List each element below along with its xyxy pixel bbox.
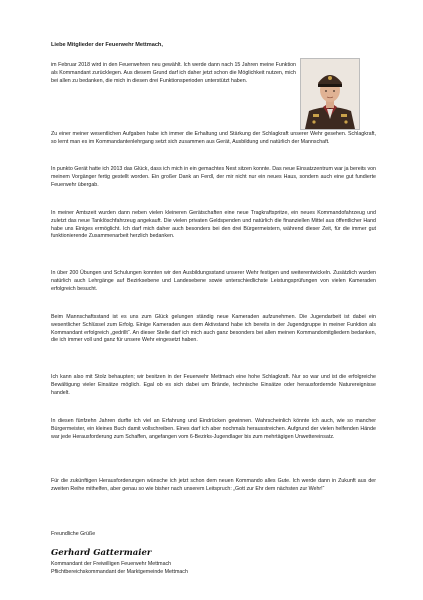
paragraph-zukunft: Für die zukünftigen Herausforderungen wünsche ich jetzt schon dem neuen Kommando alles Gute. Ich werde dann in Zukunft aus der zweiten Reihe mithelfen, aber genau so wie bisher nach unserem Leitspruch: „Gott zur Ehr dem nächsten zur Wehr!“ xyxy=(51,478,376,492)
paragraph-ausbildung: In über 200 Übungen und Schulungen konnten wir den Ausbildungsstand unserer Wehr festigen und weiterentwickeln. Zusätzlich wurden natürlich auch Lehrgänge auf Bezirksebene und Landesebene sowie unterschiedlichste Leistungsprüfungen von vielen Kameraden erfolgreich besucht. xyxy=(51,270,376,292)
paragraph-schlagkraft: Zu einer meiner wesentlichen Aufgaben habe ich immer die Erhaltung und Stärkung der Schlagkraft unserer Wehr gesehen. Schlagkraft, so lernt man es im Kommandantenlehrgang setzt sich zusammen aus Gerät, Ausbildung und natürlich der Mannschaft. xyxy=(51,131,376,145)
portrait-image xyxy=(301,59,359,129)
salutation: Liebe Mitglieder der Feuerwehr Mettmach, xyxy=(51,42,163,48)
sender-title: Kommandant der Freiwilligen Feuerwehr Mettmach xyxy=(51,561,172,567)
paragraph-geraet: In punkto Gerät hatte ich 2013 das Glück, dass ich mich in ein gemachtes Nest sitzen konnte. Das neue Einsatzzentrum war ja bereits von meinem Vorgänger fertig gestellt worden. Ein großer Dank an Ferdl, der mir nicht nur ein neues Haus, sondern auch eine gut fundierte Feuerwehr übergab. xyxy=(51,166,376,188)
handwritten-signature: Gerhard Gattermaier xyxy=(51,548,152,558)
paragraph-mannschaft: Beim Mannschaftsstand ist es uns zum Glück gelungen ständig neue Kameraden aufzunehmen. Die Jugendarbeit ist dabei ein wesentlicher Schlüssel zum Erfolg. Einige Kameraden aus dem Aktivstand habe ich bereits in der Jugendgruppe in meiner Funktion als Kommandant erfolgreich „gedrillt“. An dieser Stelle darf ich mich auch ganz besonders bei allen meinen Kommandomitgliedern bedanken, die ich immer voll und ganz für unsere Wehr eingesetzt haben. xyxy=(51,314,376,344)
commander-photo xyxy=(300,58,360,130)
paragraph-election: im Februar 2018 wird in den Feuerwehren neu gewählt. Ich werde dann nach 15 Jahren meine Funktion als Kommandant zurücklegen. Aus diesem Grund darf ich daher jetzt schon die Möglichkeit nutzen, mich bei allen zu bedanken, die mich in diesen drei Funktionsperioden unterstützt haben. xyxy=(51,62,296,84)
closing-greeting: Freundliche Grüße xyxy=(51,531,96,537)
paragraph-amtszeit: In meiner Amtszeit wurden dann neben vielen kleineren Gerätschaften eine neue Tragkraftspritze, ein neues Kommandofahrzeug und zuletzt das neue Tanklöschfahrzeug angekauft. Die vielen privaten Geldspenden und natürlich die finanziellen Mittel aus öffentlicher Hand habe uns Einiges ermöglicht. Ich darf mich daher auch besonders bei den drei Bürgermeistern, während dieser Zeit, für die immer gut funktionierende Zusammenarbeit herzlich bedanken. xyxy=(51,210,376,240)
paragraph-erfahrung: In diesen fünfzehn Jahren durfte ich viel an Erfahrung und Eindrücken gewinnen. Wahrscheinlich könnte ich auch, wie so mancher Bürgermeister, ein kleines Buch damit vollschreiben. Eines darf ich aber nochmals herausstreichen. Aufgrund der vielen helfenden Hände war jede Herausforderung zum Schaffen, angefangen vom 6-Bezirks-Jugendlager bis zum mehrtägigen Unwettereinsatz. xyxy=(51,418,376,440)
sender-subtitle: Pflichtbereichskommandant der Marktgemeinde Mettmach xyxy=(51,569,188,575)
paragraph-stolz: Ich kann also mit Stolz behaupten; wir besitzen in der Feuerwehr Mettmach eine hohe Schlagkraft. Nur so war und ist die erfolgreiche Bewältigung vieler Einsätze möglich. Egal ob es sich dabei um Brände, technische Einsätze oder herausfordernde Naturereignisse handelt. xyxy=(51,374,376,396)
